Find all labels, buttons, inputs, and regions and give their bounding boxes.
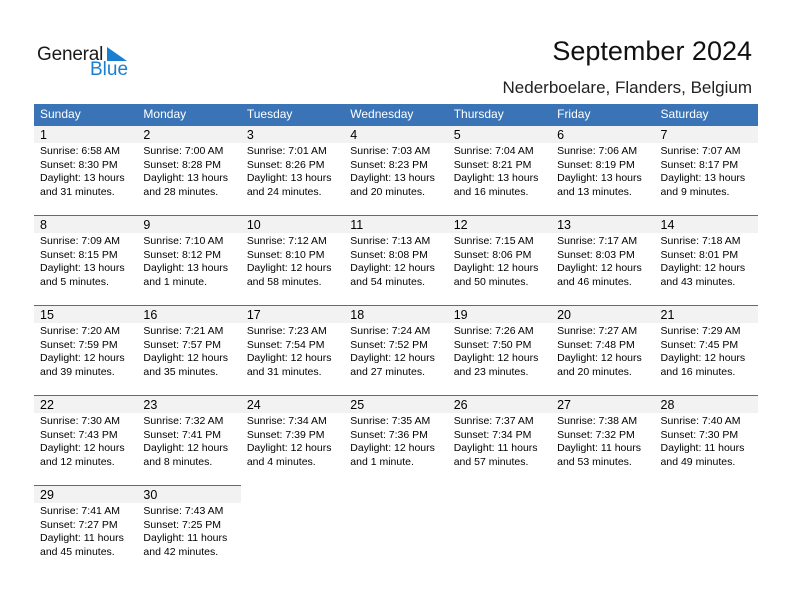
- sunrise-time: Sunrise: 7:15 AM: [453, 235, 534, 247]
- daylight-hours: Daylight: 12 hours: [246, 262, 332, 274]
- day-number: 30: [137, 485, 240, 503]
- daylight-hours: Daylight: 13 hours: [246, 172, 332, 184]
- week-row: [34, 395, 758, 485]
- daylight-minutes: and 16 minutes.: [660, 365, 736, 378]
- sunset-time: Sunset: 7:52 PM: [350, 338, 428, 351]
- daylight-hours: Daylight: 13 hours: [557, 172, 642, 184]
- week-row: [34, 305, 758, 395]
- day-cell: [655, 125, 758, 215]
- sunrise-time: Sunrise: 7:10 AM: [143, 235, 224, 247]
- empty-cell: [448, 485, 551, 575]
- day-cell: [34, 485, 137, 575]
- sunrise-time: Sunrise: 7:18 AM: [660, 235, 741, 247]
- sunset-time: Sunset: 8:03 PM: [557, 248, 635, 261]
- daylight-minutes: and 1 minute.: [143, 275, 208, 288]
- daylight-hours: Daylight: 12 hours: [350, 352, 435, 364]
- day-cell: [241, 215, 344, 305]
- sunrise-time: Sunrise: 7:29 AM: [660, 325, 741, 337]
- daylight-minutes: and 24 minutes.: [246, 185, 322, 198]
- sunrise-time: Sunrise: 7:37 AM: [453, 415, 534, 427]
- day-info: [34, 145, 137, 199]
- day-info: [655, 145, 758, 199]
- sunrise-time: Sunrise: 7:01 AM: [246, 145, 327, 157]
- day-number: 14: [655, 215, 758, 233]
- page-title: September 2024: [552, 36, 752, 66]
- daylight-minutes: and 50 minutes.: [453, 275, 529, 288]
- day-number: 24: [241, 395, 344, 413]
- sunset-time: Sunset: 7:39 PM: [246, 428, 325, 441]
- sunset-time: Sunset: 8:26 PM: [246, 158, 325, 171]
- sunset-time: Sunset: 7:50 PM: [453, 338, 532, 351]
- day-cell: [137, 125, 240, 215]
- sunset-time: Sunset: 8:21 PM: [453, 158, 532, 171]
- day-cell: [448, 125, 551, 215]
- day-number: [655, 485, 758, 503]
- logo-word-blue: Blue: [90, 59, 129, 80]
- day-number: 6: [551, 125, 654, 143]
- day-number: 11: [344, 215, 447, 233]
- daylight-hours: Daylight: 11 hours: [660, 442, 745, 454]
- sunrise-time: Sunrise: 7:43 AM: [143, 505, 224, 517]
- sunrise-time: Sunrise: 7:27 AM: [557, 325, 638, 337]
- sunset-time: Sunset: 7:43 PM: [40, 428, 118, 441]
- sunrise-time: Sunrise: 7:35 AM: [350, 415, 431, 427]
- day-number: 22: [34, 395, 137, 413]
- daylight-minutes: and 57 minutes.: [453, 455, 529, 468]
- sunset-time: Sunset: 8:10 PM: [246, 248, 325, 261]
- sunset-time: Sunset: 7:41 PM: [143, 428, 222, 441]
- day-cell: [137, 305, 240, 395]
- sunrise-time: Sunrise: 7:07 AM: [660, 145, 741, 157]
- day-cell: [655, 215, 758, 305]
- day-cell: [137, 215, 240, 305]
- calendar: [34, 104, 758, 575]
- sunset-time: Sunset: 8:17 PM: [660, 158, 739, 171]
- day-info: [655, 325, 758, 379]
- daylight-minutes: and 1 minute.: [350, 455, 414, 468]
- day-number: 17: [241, 305, 344, 323]
- daylight-minutes: and 20 minutes.: [557, 365, 632, 378]
- daylight-minutes: and 58 minutes.: [246, 275, 322, 288]
- sunrise-time: Sunrise: 7:04 AM: [453, 145, 534, 157]
- day-cell: [137, 395, 240, 485]
- day-info: [137, 415, 240, 469]
- sunrise-time: Sunrise: 7:06 AM: [557, 145, 638, 157]
- sunrise-time: Sunrise: 7:40 AM: [660, 415, 741, 427]
- daylight-minutes: and 31 minutes.: [246, 365, 322, 378]
- daylight-hours: Daylight: 11 hours: [143, 532, 228, 544]
- day-number: 26: [448, 395, 551, 413]
- daylight-minutes: and 16 minutes.: [453, 185, 529, 198]
- weekday-tuesday: Tuesday: [246, 107, 293, 121]
- day-number: [344, 485, 447, 503]
- sunset-time: Sunset: 8:19 PM: [557, 158, 635, 171]
- daylight-hours: Daylight: 12 hours: [660, 352, 746, 364]
- day-number: 19: [448, 305, 551, 323]
- location-subtitle: Nederboelare, Flanders, Belgium: [502, 78, 752, 97]
- day-info: [34, 325, 137, 379]
- day-number: 1: [34, 125, 137, 143]
- daylight-hours: Daylight: 12 hours: [350, 442, 435, 454]
- day-cell: [655, 395, 758, 485]
- sunrise-time: Sunrise: 7:20 AM: [40, 325, 120, 337]
- day-cell: [137, 485, 240, 575]
- empty-cell: [551, 485, 654, 575]
- day-info: [241, 325, 344, 379]
- sunrise-time: Sunrise: 7:32 AM: [143, 415, 224, 427]
- daylight-hours: Daylight: 12 hours: [660, 262, 746, 274]
- sunrise-time: Sunrise: 7:23 AM: [246, 325, 327, 337]
- day-info: [551, 325, 654, 379]
- daylight-hours: Daylight: 12 hours: [246, 442, 332, 454]
- weekday-sunday: Sunday: [40, 107, 81, 121]
- sunset-time: Sunset: 7:34 PM: [453, 428, 532, 441]
- day-number: [551, 485, 654, 503]
- day-cell: [551, 215, 654, 305]
- daylight-minutes: and 28 minutes.: [143, 185, 219, 198]
- sunrise-time: Sunrise: 7:30 AM: [40, 415, 120, 427]
- day-number: 23: [137, 395, 240, 413]
- daylight-hours: Daylight: 12 hours: [40, 442, 125, 454]
- day-number: 25: [344, 395, 447, 413]
- day-cell: [448, 215, 551, 305]
- logo: [37, 44, 137, 80]
- empty-cell: [241, 485, 344, 575]
- day-cell: [551, 305, 654, 395]
- day-number: 3: [241, 125, 344, 143]
- day-number: 5: [448, 125, 551, 143]
- daylight-minutes: and 4 minutes.: [246, 455, 316, 468]
- week-row: [34, 125, 758, 215]
- day-number: 21: [655, 305, 758, 323]
- empty-cell: [344, 485, 447, 575]
- sunrise-time: Sunrise: 7:26 AM: [453, 325, 534, 337]
- sunrise-time: Sunrise: 7:12 AM: [246, 235, 327, 247]
- daylight-minutes: and 20 minutes.: [350, 185, 425, 198]
- sunset-time: Sunset: 7:59 PM: [40, 338, 118, 351]
- daylight-minutes: and 46 minutes.: [557, 275, 632, 288]
- sunset-time: Sunset: 7:45 PM: [660, 338, 739, 351]
- day-number: [448, 485, 551, 503]
- weekday-saturday: Saturday: [660, 107, 709, 121]
- sunset-time: Sunset: 8:28 PM: [143, 158, 222, 171]
- sunrise-time: Sunrise: 7:09 AM: [40, 235, 120, 247]
- sunset-time: Sunset: 8:08 PM: [350, 248, 428, 261]
- day-number: [241, 485, 344, 503]
- day-number: 12: [448, 215, 551, 233]
- daylight-minutes: and 39 minutes.: [40, 365, 115, 378]
- day-info: [655, 235, 758, 289]
- day-info: [241, 235, 344, 289]
- sunrise-time: Sunrise: 7:21 AM: [143, 325, 224, 337]
- day-info: [137, 145, 240, 199]
- day-number: 2: [137, 125, 240, 143]
- day-info: [448, 145, 551, 199]
- day-number: 20: [551, 305, 654, 323]
- day-info: [448, 415, 551, 469]
- day-cell: [344, 395, 447, 485]
- sunset-time: Sunset: 8:15 PM: [40, 248, 118, 261]
- sunrise-time: Sunrise: 7:00 AM: [143, 145, 224, 157]
- day-info: [137, 325, 240, 379]
- sunset-time: Sunset: 7:57 PM: [143, 338, 222, 351]
- daylight-minutes: and 8 minutes.: [143, 455, 213, 468]
- day-info: [137, 235, 240, 289]
- sunset-time: Sunset: 7:30 PM: [660, 428, 739, 441]
- daylight-hours: Daylight: 12 hours: [557, 352, 642, 364]
- day-number: 8: [34, 215, 137, 233]
- sunset-time: Sunset: 7:54 PM: [246, 338, 325, 351]
- sunrise-time: Sunrise: 7:13 AM: [350, 235, 431, 247]
- daylight-minutes: and 9 minutes.: [660, 185, 730, 198]
- day-number: 13: [551, 215, 654, 233]
- daylight-minutes: and 49 minutes.: [660, 455, 736, 468]
- sunrise-time: Sunrise: 7:24 AM: [350, 325, 431, 337]
- day-cell: [344, 215, 447, 305]
- daylight-hours: Daylight: 12 hours: [246, 352, 332, 364]
- daylight-hours: Daylight: 13 hours: [143, 172, 229, 184]
- day-number: 27: [551, 395, 654, 413]
- day-number: 4: [344, 125, 447, 143]
- sunset-time: Sunset: 8:01 PM: [660, 248, 739, 261]
- day-cell: [655, 305, 758, 395]
- day-number: 29: [34, 485, 137, 503]
- daylight-hours: Daylight: 11 hours: [453, 442, 538, 454]
- daylight-hours: Daylight: 13 hours: [40, 262, 125, 274]
- sunrise-time: Sunrise: 7:03 AM: [350, 145, 431, 157]
- week-row: [34, 215, 758, 305]
- daylight-hours: Daylight: 11 hours: [557, 442, 641, 454]
- daylight-hours: Daylight: 12 hours: [453, 352, 539, 364]
- daylight-minutes: and 53 minutes.: [557, 455, 632, 468]
- daylight-minutes: and 12 minutes.: [40, 455, 115, 468]
- sunrise-time: Sunrise: 7:34 AM: [246, 415, 327, 427]
- day-cell: [34, 125, 137, 215]
- daylight-hours: Daylight: 13 hours: [40, 172, 125, 184]
- weekday-header: [34, 104, 758, 125]
- day-info: [34, 505, 137, 559]
- sunrise-time: Sunrise: 7:17 AM: [557, 235, 638, 247]
- sunset-time: Sunset: 8:23 PM: [350, 158, 428, 171]
- day-info: [241, 415, 344, 469]
- daylight-hours: Daylight: 12 hours: [40, 352, 125, 364]
- daylight-hours: Daylight: 12 hours: [557, 262, 642, 274]
- day-number: 18: [344, 305, 447, 323]
- weekday-monday: Monday: [143, 107, 187, 121]
- sunset-time: Sunset: 7:32 PM: [557, 428, 635, 441]
- day-cell: [448, 395, 551, 485]
- day-cell: [241, 125, 344, 215]
- daylight-minutes: and 42 minutes.: [143, 545, 219, 558]
- daylight-hours: Daylight: 13 hours: [453, 172, 539, 184]
- day-cell: [551, 125, 654, 215]
- daylight-hours: Daylight: 12 hours: [453, 262, 539, 274]
- day-number: 10: [241, 215, 344, 233]
- daylight-hours: Daylight: 12 hours: [143, 352, 229, 364]
- day-cell: [448, 305, 551, 395]
- day-info: [551, 145, 654, 199]
- daylight-minutes: and 13 minutes.: [557, 185, 632, 198]
- daylight-minutes: and 43 minutes.: [660, 275, 736, 288]
- daylight-minutes: and 31 minutes.: [40, 185, 115, 198]
- day-number: 7: [655, 125, 758, 143]
- weekday-wednesday: Wednesday: [350, 107, 414, 121]
- day-info: [241, 145, 344, 199]
- day-info: [137, 505, 240, 559]
- sunset-time: Sunset: 7:48 PM: [557, 338, 635, 351]
- day-cell: [241, 305, 344, 395]
- day-info: [34, 415, 137, 469]
- daylight-minutes: and 23 minutes.: [453, 365, 529, 378]
- day-info: [551, 415, 654, 469]
- sunrise-time: Sunrise: 7:38 AM: [557, 415, 638, 427]
- daylight-hours: Daylight: 11 hours: [40, 532, 124, 544]
- daylight-hours: Daylight: 13 hours: [350, 172, 435, 184]
- day-info: [448, 235, 551, 289]
- daylight-hours: Daylight: 12 hours: [143, 442, 229, 454]
- sunrise-time: Sunrise: 6:58 AM: [40, 145, 120, 157]
- day-info: [551, 235, 654, 289]
- sunset-time: Sunset: 8:30 PM: [40, 158, 118, 171]
- day-number: 28: [655, 395, 758, 413]
- logo-word-general: General: [37, 44, 104, 65]
- day-info: [34, 235, 137, 289]
- daylight-hours: Daylight: 12 hours: [350, 262, 435, 274]
- daylight-minutes: and 54 minutes.: [350, 275, 425, 288]
- week-row: [34, 485, 758, 575]
- day-info: [344, 325, 447, 379]
- sunset-time: Sunset: 7:36 PM: [350, 428, 428, 441]
- daylight-minutes: and 27 minutes.: [350, 365, 425, 378]
- day-cell: [344, 305, 447, 395]
- day-info: [448, 325, 551, 379]
- daylight-minutes: and 45 minutes.: [40, 545, 115, 558]
- day-cell: [551, 395, 654, 485]
- sunset-time: Sunset: 8:06 PM: [453, 248, 532, 261]
- day-cell: [34, 395, 137, 485]
- sunset-time: Sunset: 7:25 PM: [143, 518, 222, 531]
- day-info: [344, 415, 447, 469]
- day-number: 16: [137, 305, 240, 323]
- day-info: [344, 235, 447, 289]
- day-cell: [241, 395, 344, 485]
- day-info: [344, 145, 447, 199]
- empty-cell: [655, 485, 758, 575]
- daylight-hours: Daylight: 13 hours: [143, 262, 229, 274]
- weekday-friday: Friday: [557, 107, 591, 121]
- day-info: [655, 415, 758, 469]
- day-number: 9: [137, 215, 240, 233]
- daylight-minutes: and 5 minutes.: [40, 275, 109, 288]
- day-cell: [344, 125, 447, 215]
- sunset-time: Sunset: 7:27 PM: [40, 518, 118, 531]
- daylight-minutes: and 35 minutes.: [143, 365, 219, 378]
- day-number: 15: [34, 305, 137, 323]
- sunrise-time: Sunrise: 7:41 AM: [40, 505, 120, 517]
- weekday-thursday: Thursday: [453, 107, 504, 121]
- calendar-body: [34, 125, 758, 575]
- day-cell: [34, 215, 137, 305]
- day-cell: [34, 305, 137, 395]
- sunset-time: Sunset: 8:12 PM: [143, 248, 222, 261]
- daylight-hours: Daylight: 13 hours: [660, 172, 746, 184]
